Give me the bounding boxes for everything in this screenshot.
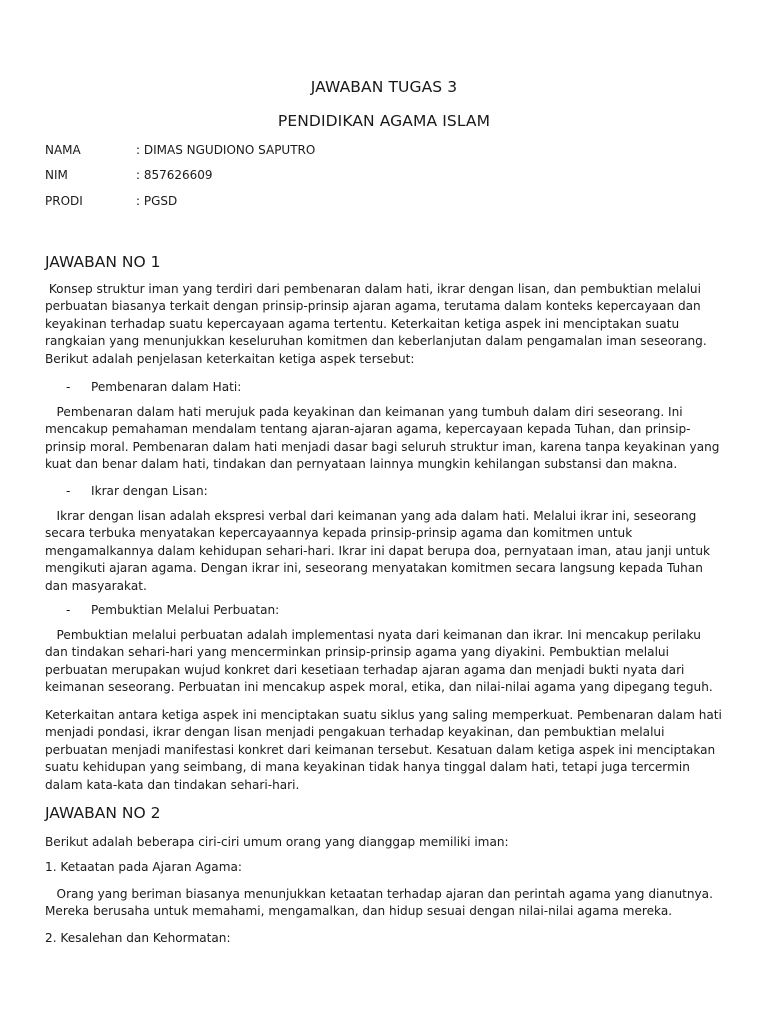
numbered-item-paragraph: Orang yang beriman biasanya menunjukkan ketaatan terhadap ajaran dan perintah agama yang dianutnya. Mereka berusaha untuk memahami, mengamalkan, dan hidup sesuai dengan nilai-nilai agama mereka.	[45, 887, 717, 919]
bullet-dash: -	[66, 603, 71, 617]
bullet-title: Pembenaran dalam Hati:	[91, 380, 242, 394]
info-value: : DIMAS NGUDIONO SAPUTRO	[136, 143, 316, 157]
bullet-title: Pembuktian Melalui Perbuatan:	[91, 603, 280, 617]
info-label: PRODI	[45, 194, 83, 208]
info-value: : PGSD	[136, 194, 178, 208]
section1-conclusion: Keterkaitan antara ketiga aspek ini menciptakan suatu siklus yang saling memperkuat. Pembenaran dalam hati menjadi pondasi, ikrar dengan lisan menjadi pengakuan terhadap keyakinan, dan pembuktian melalui perbuatan menjadi manifestasi konkret dari keimanan tersebut. Kesatuan dalam ketiga aspek ini menciptakan suatu kehidupan yang seimbang, di mana keyakinan tidak hanya tinggal dalam hati, tetapi juga tercermin dalam kata-kata dan tindakan sehari-hari.	[45, 708, 722, 792]
bullet-paragraph: Pembenaran dalam hati merujuk pada keyakinan dan keimanan yang tumbuh dalam diri seseorang. Ini mencakup pemahaman mendalam tentang ajaran-ajaran agama, kepercayaan kepada Tuhan, dan prinsip-prinsip moral. Pembenaran dalam hati menjadi dasar bagi seluruh struktur iman, karena tanpa keyakinan yang kuat dan benar dalam hati, tindakan dan pernyataan lainnya mungkin kehilangan substansi dan makna.	[45, 405, 724, 472]
bullet-dash: -	[66, 484, 71, 498]
numbered-item-title: 1. Ketaatan pada Ajaran Agama:	[45, 860, 242, 874]
bullet-paragraph: Pembuktian melalui perbuatan adalah implementasi nyata dari keimanan dan ikrar. Ini mencakup perilaku dan tindakan sehari-hari yang mencerminkan prinsip-prinsip agama yang diyakini. Pembuktian melalui perbuatan merupakan wujud konkret dari kesetiaan terhadap ajaran agama dan menjadi bukti nyata dari keimanan seseorang. Perbuatan ini mencakup aspek moral, etika, dan nilai-nilai agama yang dipegang teguh.	[45, 628, 713, 695]
bullet-dash: -	[66, 380, 71, 394]
document-title: JAWABAN TUGAS 3	[310, 78, 458, 96]
section-heading-2: JAWABAN NO 2	[45, 804, 161, 822]
info-label: NIM	[45, 168, 68, 182]
section2-intro: Berikut adalah beberapa ciri-ciri umum orang yang dianggap memiliki iman:	[45, 835, 509, 849]
bullet-paragraph: Ikrar dengan lisan adalah ekspresi verbal dari keimanan yang ada dalam hati. Melalui ikrar ini, seseorang secara terbuka menyatakan kepercayaannya kepada prinsip-prinsip agama dan komitmen untuk mengamalkannya dalam kehidupan sehari-hari. Ikrar ini dapat berupa doa, pernyataan iman, atau janji untuk mengikuti ajaran agama. Dengan ikrar ini, seseorang menyatakan komitmen secara langsung kepada Tuhan dan masyarakat.	[45, 509, 714, 593]
numbered-item-title: 2. Kesalehan dan Kehormatan:	[45, 931, 231, 945]
document-subtitle: PENDIDIKAN AGAMA ISLAM	[277, 112, 491, 130]
section-heading-1: JAWABAN NO 1	[45, 253, 161, 271]
section1-intro: Konsep struktur iman yang terdiri dari pembenaran dalam hati, ikrar dengan lisan, dan pembuktian melalui perbuatan biasanya terkait dengan prinsip-prinsip ajaran agama, terutama dalam konteks kepercayaan dan keyakinan terhadap suatu kepercayaan agama tertentu. Keterkaitan ketiga aspek ini menciptakan suatu rangkaian yang menunjukkan keseluruhan komitmen dan keberlanjutan dalam pengamalan iman seseorang. Berikut adalah penjelasan keterkaitan ketiga aspek tersebut:	[45, 282, 711, 366]
info-label: NAMA	[45, 143, 81, 157]
info-value: : 857626609	[136, 168, 213, 182]
bullet-title: Ikrar dengan Lisan:	[91, 484, 208, 498]
